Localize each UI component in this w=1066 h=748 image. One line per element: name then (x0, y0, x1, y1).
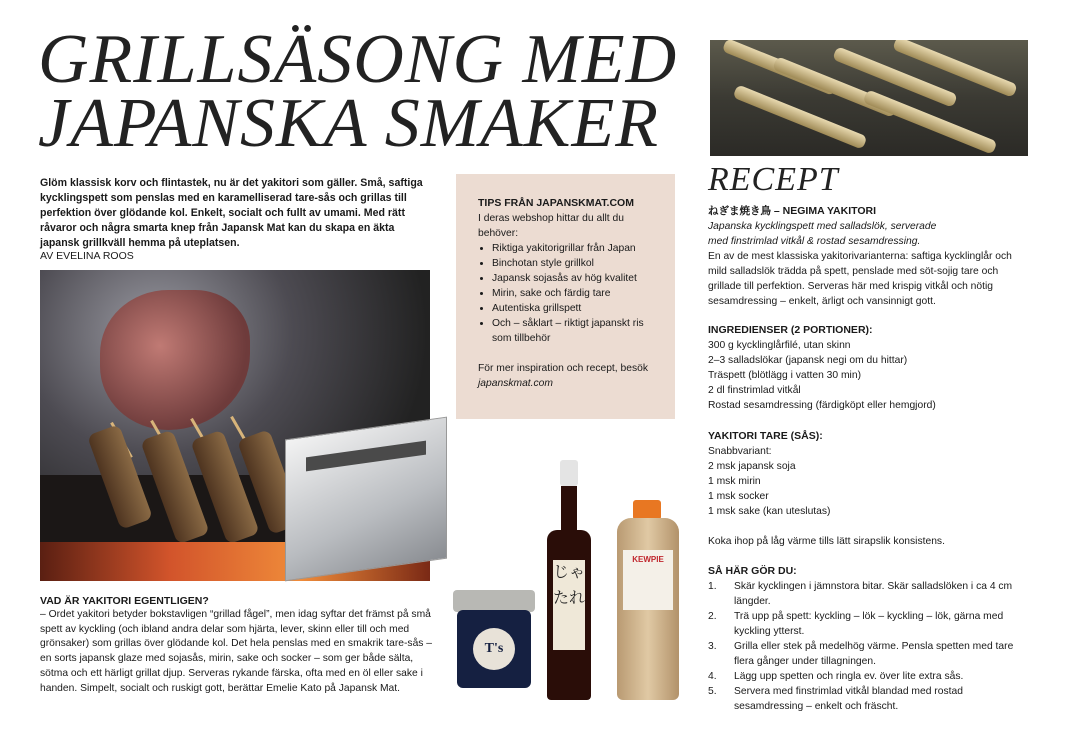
tips-item: • Japansk sojasås av hög kvalitet (492, 271, 657, 286)
ingredient-item: 300 g kycklinglårfilé, utan skinn (708, 340, 851, 351)
steel-grill-image (285, 417, 447, 582)
ingredient-item: Träspett (blötlägg i vatten 30 min) (708, 370, 862, 381)
bottle-label: じゃ たれ (553, 560, 585, 650)
tare-item: 1 msk mirin (708, 476, 761, 487)
recipe-heading: RECEPT (708, 161, 839, 198)
tips-site-link[interactable]: japanskmat.com (478, 378, 553, 389)
page-title (38, 21, 698, 162)
ingredient-item: 2 dl finstrimlad vitkål (708, 385, 801, 396)
byline: AV EVELINA ROOS (40, 250, 134, 262)
jar-lid (453, 590, 535, 612)
step-item (708, 609, 1026, 639)
tips-item: • Mirin, sake och färdig tare (492, 286, 657, 301)
yakitori-heading: VAD ÄR YAKITORI EGENTLIGEN? (40, 595, 209, 607)
yakitori-text: – Ordet yakitori betyder bokstavligen “grillad fågel”, men idag syftar det främst på små spett av kyckling (och ibland andra delar som hjärta, lever, skinn eller till och med grönsaker) som grillas över glödande kol. Det hela penslas med en smakrik tare-sås – en sorts japansk glaze med sojasås, mirin, sake och socker – som ger både sälta, sötma och ett härligt grillat djup. Serveras rykande färska, ofta med en öl eller sake i handen. Simpelt, socialt och ruskigt gott, berättar Emelie Kato på Japansk Mat. (40, 609, 433, 694)
steps-heading: SÅ HÄR GÖR DU: (708, 565, 797, 577)
dressing-label: KEWPIE (623, 550, 673, 610)
dish-title: ねぎま焼き鳥 – NEGIMA YAKITORI (708, 205, 877, 217)
yakitori-skewers-photo (710, 40, 1028, 156)
step-number: 1. (708, 581, 717, 592)
step-text: Grilla eller stek på medelhög värme. Pensla spetten med tare flera gånger under tillagningen. (734, 641, 1014, 667)
tare-item: 1 msk sake (kan uteslutas) (708, 506, 831, 517)
tare-note: Koka ihop på låg värme tills lätt sirapslik konsistens. (708, 536, 945, 547)
dish-subtitle: Japanska kycklingspett med salladslök, serverade med finstrimlad vitkål & rostad sesamdressing. (708, 221, 937, 247)
recipe-intro (708, 204, 1038, 309)
step-item (708, 579, 1026, 609)
ingredient-item: Rostad sesamdressing (färdigköpt eller hemgjord) (708, 400, 936, 411)
lead-paragraph: Glöm klassisk korv och flintastek, nu är det yakitori som gäller. Små, saftiga kycklingspett som penslas med en karamelliserad tare-sås och grillas till perfektion över glödande kol. Enkelt, socialt och fullt av umami. Med rätt råvaror och några smarta knep från Japansk Mat kan du skapa en äkta japansk grillkväll hemma på uteplatsen. (40, 177, 423, 249)
title-line-1: GRILLSÄSONG MED (38, 21, 678, 98)
ingredient-item: 2–3 salladslökar (japansk negi om du hittar) (708, 355, 908, 366)
dish-description: En av de mest klassiska yakitorivarianterna: saftiga kycklinglår och mild salladslök trädda på spett, penslade med söt-sojig tare och grillade till perfektion. Serveras här med krispig vitkål och nötig sesamdressing – enkelt, ärligt och vansinnigt gott. (708, 251, 1012, 307)
step-number: 2. (708, 611, 717, 622)
tare-item: 2 msk japansk soja (708, 461, 796, 472)
step-number: 5. (708, 686, 717, 697)
step-text: Servera med finstrimlad vitkål blandad med rostad sesamdressing – enkelt och fräscht. (734, 686, 963, 712)
tips-item: • Autentiska grillspett (492, 301, 657, 316)
step-item (708, 684, 1026, 714)
step-text: Trä upp på spett: kyckling – lök – kyckling – lök, gärna med kyckling ytterst. (734, 611, 1004, 637)
step-text: Skär kycklingen i jämnstora bitar. Skär salladslöken i ca 4 cm längder. (734, 581, 1013, 607)
hand-image (100, 290, 250, 430)
jar-label: T's (473, 628, 515, 670)
step-text: Lägg upp spetten och ringla ev. över lite extra sås. (734, 671, 964, 682)
tips-item: • Riktiga yakitorigrillar från Japan (492, 241, 657, 256)
step-item (708, 669, 1026, 684)
soy-bottle (543, 460, 595, 705)
grill-slot (306, 441, 426, 472)
tips-heading: TIPS FRÅN JAPANSKMAT.COM (478, 197, 634, 209)
step-number: 4. (708, 671, 717, 682)
dressing-bottle (613, 500, 683, 700)
tare-heading: YAKITORI TARE (SÅS): (708, 430, 823, 442)
tare-section (708, 429, 1038, 549)
step-number: 3. (708, 641, 717, 652)
tare-item: 1 msk socker (708, 491, 769, 502)
tips-box (456, 174, 675, 419)
tare-intro: Snabbvariant: (708, 446, 772, 457)
tips-outro-prefix: För mer inspiration och recept, besök (478, 363, 648, 374)
tips-intro: I deras webshop hittar du allt du behöver: (478, 213, 624, 239)
tips-item: • Binchotan style grillkol (492, 256, 657, 271)
step-item (708, 639, 1026, 669)
products-image (445, 450, 695, 715)
tips-outro (478, 361, 657, 391)
title-line-2: JAPANSKA SMAKER (38, 85, 659, 162)
ingredients-heading: INGREDIENSER (2 PORTIONER): (708, 324, 873, 336)
sauce-jar (453, 590, 535, 690)
bottle-cap (560, 460, 578, 486)
tips-item: • Och – såklart – riktigt japanskt ris som tillbehör (492, 316, 657, 346)
bottle-cap (633, 500, 661, 520)
ingredients-section (708, 323, 1038, 413)
tips-list (478, 241, 657, 346)
steps-section (708, 564, 1038, 714)
steps-list (708, 579, 1026, 714)
bottle-neck (561, 486, 577, 536)
